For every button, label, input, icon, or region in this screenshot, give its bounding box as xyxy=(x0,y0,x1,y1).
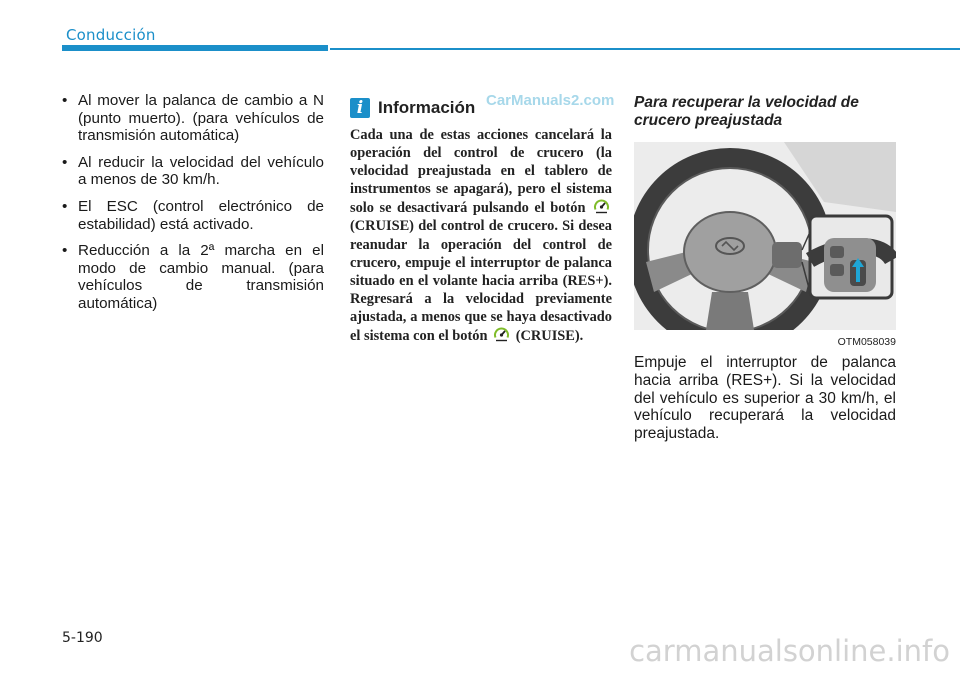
bullet: • xyxy=(62,153,68,171)
condition-list xyxy=(62,92,324,313)
bullet: • xyxy=(62,197,68,215)
steering-wheel-figure xyxy=(634,142,896,330)
list-item xyxy=(62,198,324,233)
list-item-text: Reducción a la 2ª marcha en el modo de cambio manual. (para vehículos de transmisión automática) xyxy=(78,242,324,312)
left-column xyxy=(62,92,324,322)
right-body: Empuje el interruptor de palanca hacia arriba (RES+). Si la velocidad del vehículo es superior a 30 km/h, el vehículo recuperará la velocidad preajustada. xyxy=(634,354,896,443)
info-body-part-3: (CRUISE). xyxy=(515,328,584,345)
info-icon: i xyxy=(350,98,370,118)
page-number: 5-190 xyxy=(62,630,103,646)
steering-wheel-illustration xyxy=(634,142,896,330)
info-body xyxy=(350,126,612,345)
watermark-text: CarManuals2.com xyxy=(486,92,615,109)
footer-watermark: carmanualsonline.info xyxy=(629,634,950,668)
info-body-part-1: Cada una de estas acciones cancelará la operación del control de crucero (la velocidad preajustada en el tablero de instrumentos se apagará), pero el sistema solo se desactivará pulsando el botón xyxy=(350,127,612,217)
list-item xyxy=(62,92,324,145)
bullet: • xyxy=(62,242,68,260)
cruise-icon xyxy=(593,198,610,214)
header-rule-thick xyxy=(62,45,328,51)
list-item-text: El ESC (control electrónico de estabilidad) está activado. xyxy=(78,197,324,233)
cruise-icon xyxy=(493,326,510,342)
section-title: Conducción xyxy=(66,26,156,44)
list-item-text: Al reducir la velocidad del vehículo a menos de 30 km/h. xyxy=(78,153,324,189)
info-body-part-2: (CRUISE) del control de crucero. Si desea reanudar la operación del control de crucero, empuje el interruptor de palanca situado en el volante hacia arriba (RES+). Regresará a la velocidad previamente ajustada, a menos que se haya desactivado el sistema con el botón xyxy=(350,218,612,345)
info-title: Información xyxy=(378,98,476,117)
bullet: • xyxy=(62,92,68,109)
header-rule-thin xyxy=(330,48,960,50)
list-item xyxy=(62,242,324,312)
right-heading: Para recuperar la velocidad de crucero preajustada xyxy=(634,94,859,129)
figure-label: OTM058039 xyxy=(837,336,896,348)
list-item xyxy=(62,154,324,189)
info-heading xyxy=(350,96,475,120)
list-item-text: Al mover la palanca de cambio a N (punto muerto). (para vehículos de transmisión automática) xyxy=(78,92,324,145)
